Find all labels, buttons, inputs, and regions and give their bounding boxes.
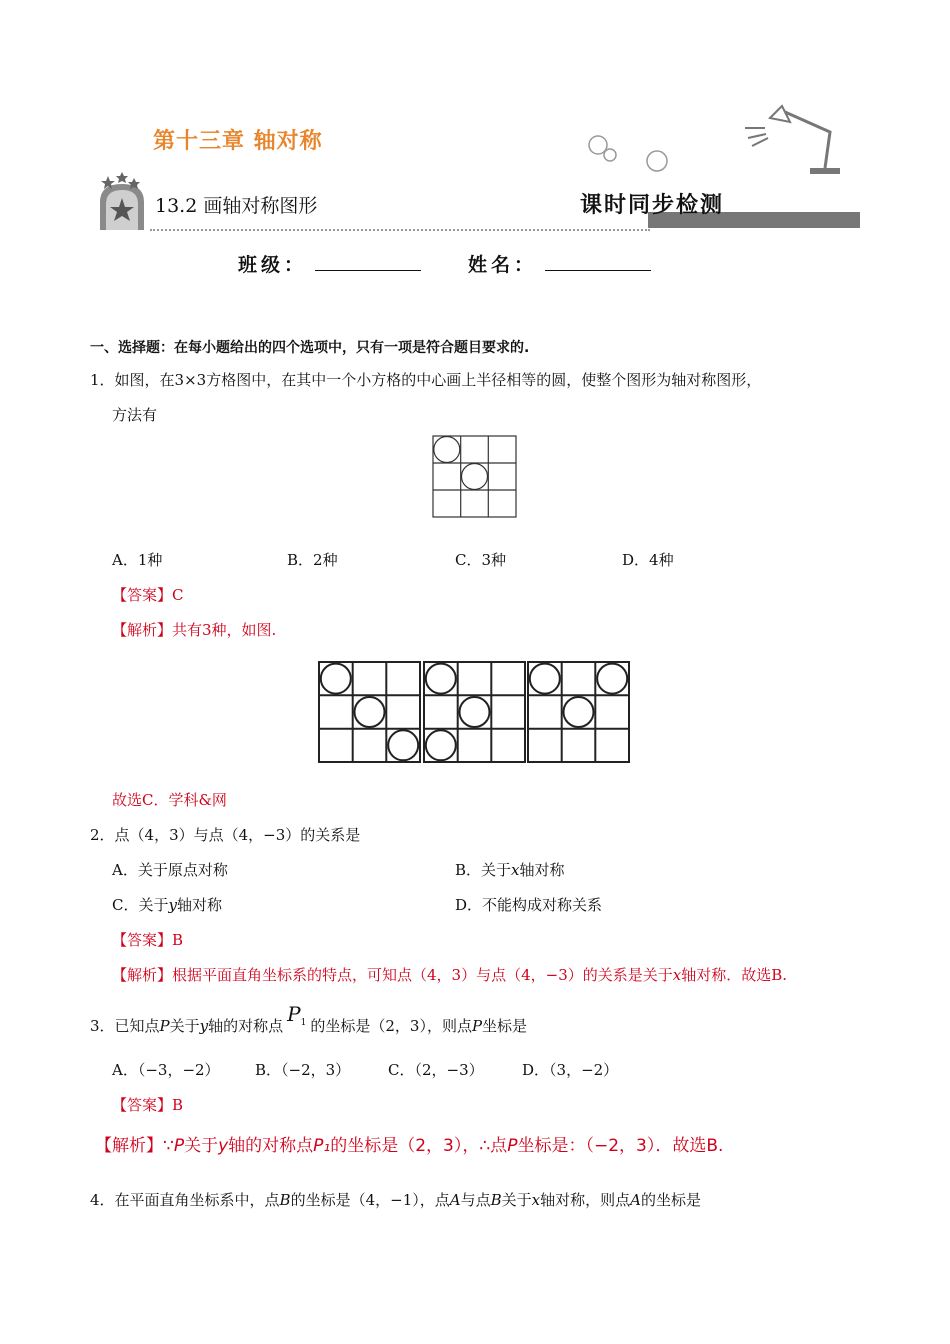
q4-stem-part4: 关于 — [501, 1191, 532, 1209]
q2-stem: 2．点（4，3）与点（4，−3）的关系是 — [90, 826, 361, 844]
q3-analysis-part5: 坐标是：（−2，3）．故选B. — [517, 1136, 724, 1156]
q2-option-b-var: x — [511, 861, 520, 879]
q2-option-c-var: y — [168, 896, 177, 914]
q1-option-b[interactable]: B．2种 — [287, 551, 338, 569]
q4-stem-part6: 的坐标是 — [640, 1191, 701, 1209]
q3-var-p-2: P — [471, 1017, 483, 1035]
q2-option-b-prefix: B．关于 — [455, 861, 512, 879]
q3-option-d[interactable]: D．（3，−2） — [522, 1061, 619, 1079]
chapter-title: 第十三章 轴对称 — [153, 129, 323, 154]
star-badge-icon — [94, 172, 150, 232]
q3-analysis-part2: 关于 — [184, 1136, 219, 1156]
q2-option-c-suffix: 轴对称 — [176, 896, 222, 914]
q3-option-b[interactable]: B．（−2，3） — [255, 1061, 351, 1079]
q3-analysis-var-p: P — [173, 1136, 185, 1156]
q4-stem-part5: 轴对称，则点 — [540, 1191, 631, 1209]
q1-conclusion: 故选C．学科&网 — [112, 791, 227, 809]
q3-p1-sub: 1 — [300, 1018, 307, 1028]
q2-analysis-prefix: 【解析】根据平面直角坐标系的特点，可知点（4，3）与点（4，−3）的关系是关于 — [112, 966, 673, 984]
q1-grid-figure — [432, 435, 518, 519]
q2-option-c[interactable] — [112, 894, 222, 915]
name-label: 姓名： — [468, 254, 538, 276]
q3-analysis-part4: 的坐标是（2，3），∴点 — [330, 1136, 508, 1156]
q2-option-d[interactable]: D．不能构成对称关系 — [455, 896, 603, 914]
q1-analysis: 【解析】共有3种，如图. — [112, 621, 277, 639]
q4-var-b: B — [279, 1191, 291, 1209]
name-blank[interactable] — [545, 254, 651, 271]
q3-analysis-var-p-2: P — [507, 1136, 518, 1156]
q3-option-a[interactable]: A．（−3，−2） — [112, 1061, 220, 1079]
q3-var-p: P — [159, 1017, 170, 1035]
q3-analysis-p1: P₁ — [313, 1136, 331, 1156]
q2-option-a[interactable]: A．关于原点对称 — [112, 861, 228, 879]
q2-analysis-suffix: 轴对称．故选B. — [681, 966, 788, 984]
q4-stem-part1: 4．在平面直角坐标系中，点 — [90, 1191, 280, 1209]
q4-var-a: A — [449, 1191, 461, 1209]
class-label: 班级： — [238, 254, 308, 276]
q2-answer: 【答案】B — [112, 931, 184, 949]
q3-p1-symbol: P — [287, 1002, 301, 1026]
name-field — [468, 250, 651, 277]
q1-option-c[interactable]: C．3种 — [455, 551, 507, 569]
q1-option-d[interactable]: D．4种 — [622, 551, 674, 569]
q4-stem-part2: 的坐标是（4，−1），点 — [290, 1191, 450, 1209]
q4-var-a-2: A — [630, 1191, 641, 1209]
q2-option-b[interactable] — [455, 859, 565, 880]
class-blank[interactable] — [315, 254, 421, 271]
q3-answer: 【答案】B — [112, 1096, 184, 1114]
q2-option-c-prefix: C．关于 — [112, 896, 169, 914]
bubbles-decoration-icon — [580, 130, 680, 180]
q3-stem-part2: 关于 — [169, 1017, 200, 1035]
header-divider — [150, 229, 650, 231]
q3-var-y: y — [199, 1017, 209, 1035]
q4-stem — [90, 1189, 701, 1210]
q3-analysis — [95, 1131, 723, 1156]
q3-stem-part4: 的坐标是（2，3），则点 — [310, 1017, 472, 1035]
q1-stem-line2: 方法有 — [112, 406, 158, 424]
desk-lamp-icon — [730, 98, 850, 178]
q4-var-x: x — [531, 1191, 541, 1209]
q2-analysis-var: x — [672, 966, 682, 984]
section-title: 13.2 画轴对称图形 — [155, 195, 318, 217]
class-field — [238, 250, 421, 277]
q3-stem-part3: 轴的对称点 — [208, 1017, 284, 1035]
q1-answer: 【答案】C — [112, 586, 184, 604]
q3-stem — [90, 1002, 528, 1036]
q2-analysis — [112, 964, 787, 985]
q3-analysis-part3: 轴的对称点 — [228, 1136, 314, 1156]
q3-analysis-part1: 【解析】∵ — [95, 1136, 174, 1156]
section-heading: 一、选择题：在每小题给出的四个选项中，只有一项是符合题目要求的. — [90, 340, 530, 356]
q4-var-b-2: B — [490, 1191, 502, 1209]
q3-analysis-var-y: y — [218, 1136, 229, 1156]
q4-stem-part3: 与点 — [460, 1191, 491, 1209]
q1-solution-figure — [316, 659, 632, 767]
q1-stem-line1: 1．如图，在3×3方格图中，在其中一个小方格的中心画上半径相等的圆，使整个图形为轴对称图形， — [90, 371, 762, 389]
banner-text: 课时同步检测 — [580, 193, 725, 218]
q1-option-a[interactable]: A．1种 — [112, 551, 163, 569]
q3-stem-part5: 坐标是 — [482, 1017, 528, 1035]
q3-stem-part1: 3．已知点 — [90, 1017, 160, 1035]
q3-option-c[interactable]: C．（2，−3） — [388, 1061, 484, 1079]
q2-option-b-suffix: 轴对称 — [519, 861, 565, 879]
